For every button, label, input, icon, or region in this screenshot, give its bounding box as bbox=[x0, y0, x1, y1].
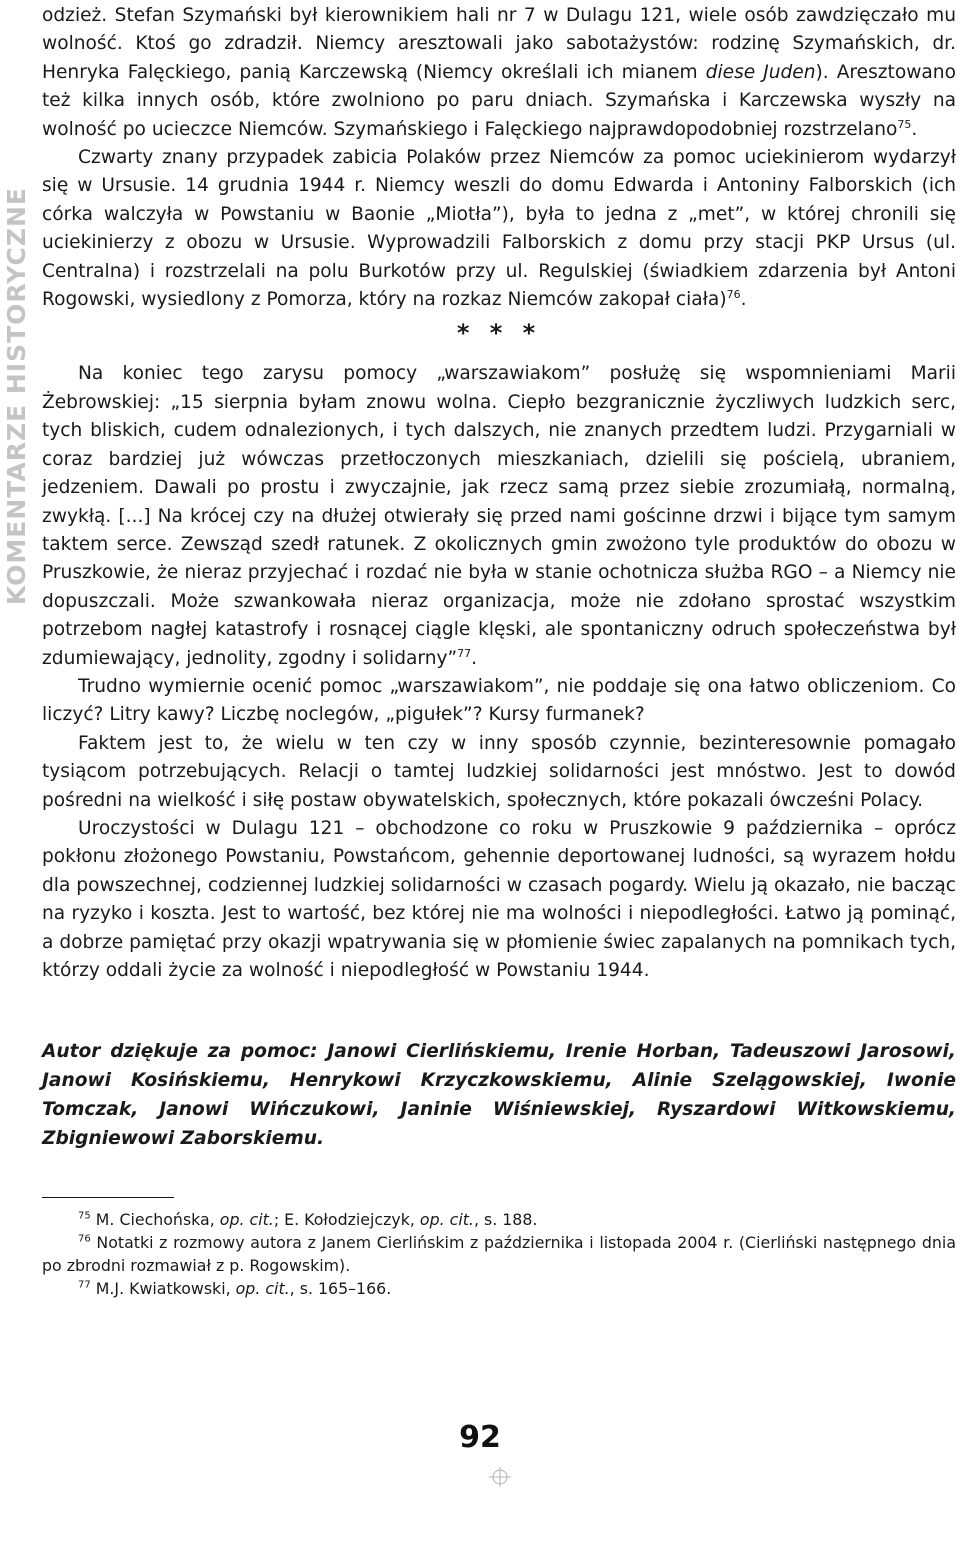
paragraph-1-text-cont: ). Aresztowano też kilka innych osób, które zwolniono po paru dniach. Szymańska i Karczewska wyszły na wolność po ucieczce Niemców. Szymańskiego i Falęckiego najprawdopodobniej rozstrzelano bbox=[42, 61, 956, 140]
paragraph-3-end: . bbox=[471, 647, 478, 669]
paragraph-3 bbox=[42, 360, 956, 672]
section-side-label bbox=[2, 6, 30, 786]
paragraph-4: Trudno wymiernie ocenić pomoc „warszawiakom”, nie poddaje się ona łatwo obliczeniom. Co liczyć? Litry kawy? Liczbę noclegów, „pigułek”? Kursy furmanek? bbox=[42, 675, 956, 726]
footnote-76 bbox=[42, 1231, 956, 1277]
footnote-divider bbox=[42, 1197, 174, 1198]
page-content bbox=[42, 0, 956, 1300]
paragraph-2-text: Czwarty znany przypadek zabicia Polaków przez Niemców za pomoc uciekinierom wydarzył się w Ursusie. 14 grudnia 1944 r. Niemcy weszli do domu Edwarda i Antoniny Falborskich (ich córka walczyła w Powstaniu w Baonie „Miotła”), była to jedna z „met”, w której chronili się uciekinierzy z obozu w Ursusie. Wyprowadzili Falborskich z domu przy stacji PKP Ursus (ul. Centralna) i rozstrzelali na polu Burkotów przy ul. Regulskiej (świadkiem zdarzenia był Antoni Rogowski, wysiedlony z Pomorza, który na rozkaz Niemców zakopał ciała) bbox=[42, 147, 956, 311]
page-number: 92 bbox=[459, 1420, 501, 1455]
paragraph-6: Uroczystości w Dulagu 121 – obchodzone co roku w Pruszkowie 9 października – oprócz pokłonu złożonego Powstaniu, Powstańcom, gehennie deportowanej ludności, są wyrazem hołdu dla powszechnej, codziennej ludzkiej solidarności w czasach pogardy. Wielu ją okazało, nie bacząc na ryzyko i koszta. Jest to wartość, bez której nie ma wolności i niepodległości. Łatwo ją pominąć, a dobrze pamiętać przy okazji wpatrywania się w płomienie świec zapalanych na pomnikach tych, którzy oddali życie za wolność i niepodległość w Powstaniu 1944. bbox=[42, 817, 956, 981]
paragraph-1-italic: diese Juden bbox=[705, 61, 816, 83]
footnote-text: M.J. Kwiatkowski, bbox=[95, 1279, 236, 1299]
paragraph-5: Faktem jest to, że wielu w ten czy w inny sposób czynnie, bezinteresownie pomagało tysiącom potrzebujących. Relacji o tamtej ludzkiej solidarności jest mnóstwo. Jest to dowód pośredni na wielkość i siłę postaw obywatelskich, społecznych, które pokazali ówcześni Polacy. bbox=[42, 732, 956, 811]
footnote-ref-75[interactable]: 75 bbox=[897, 117, 912, 131]
footnote-text: M. Ciechońska, bbox=[95, 1210, 220, 1230]
acknowledgement: Autor dziękuje za pomoc: Janowi Cierlińskiemu, Irenie Horban, Tadeuszowi Jarosowi, Janowi Kosińskiemu, Henrykowi Krzyczkowskiemu, Alinie Szelągowskiej, Iwonie Tomczak, Janowi Wińczukowi, Janinie Wiśniewskiej, Ryszardowi Witkowskiemu, Zbigniewowi Zaborskiemu. bbox=[42, 1041, 956, 1150]
footnote-ref-77[interactable]: 77 bbox=[457, 646, 472, 660]
footnote-number: 76 bbox=[78, 1234, 91, 1246]
footnote-italic: op. cit. bbox=[219, 1210, 274, 1230]
paragraph-1-end: . bbox=[911, 118, 918, 140]
footnote-text: Notatki z rozmowy autora z Janem Cierlińskim z października i listopada 2004 r. (Cierliński następnego dnia po zbrodni rozmawiał z p. Rogowskim). bbox=[42, 1233, 956, 1276]
paragraph-3-text: Na koniec tego zarysu pomocy „warszawiakom” posłużę się wspomnieniami Marii Żebrowskiej: „15 sierpnia byłam znowu wolna. Ciepło bezgranicznie życzliwych ludzkich serc, tych bliskich, cudem odnalezionych, i tych dalszych, nie znanych przedtem ludzi. Przygarniali w coraz bardziej już wówczas przetłoczonych mieszkaniach, dzielili się pościelą, ubraniem, jedzeniem. Dawali po prostu i zwyczajnie, jak rzecz samą przez siebie zrozumiałą, normalną, zwykłą. [...] Na krócej czy na dłużej otwierały się przed nami gościnne drzwi i bijące tym samym taktem serce. Zewsząd szedł ratunek. Z okolicznych gmin zwożono tyle produktów do obozu w Pruszkowie, że nieraz przyjechać i rozdać nie była w stanie ochotnicza służba RGO – a Niemcy nie dopuszczali. Może szwankowała nieraz organizacja, może nie zdołano sprostać wszystkim potrzebom nagłej katastrofy i rosnącej ciągle klęski, ale spontaniczny odruch społeczeństwa był zdumiewający, jednolity, zgodny i solidarny” bbox=[42, 363, 956, 669]
footnote-text: ; E. Kołodziejczyk, bbox=[273, 1210, 420, 1230]
footnote-text: , s. 165–166. bbox=[289, 1279, 392, 1299]
paragraph-2-end: . bbox=[740, 289, 747, 311]
footnote-italic: op. cit. bbox=[235, 1279, 290, 1299]
footnote-number: 77 bbox=[78, 1280, 91, 1292]
footnote-italic: op. cit. bbox=[419, 1210, 474, 1230]
paragraph-2 bbox=[42, 144, 956, 314]
footnote-number: 75 bbox=[78, 1211, 91, 1223]
footnote-ref-76[interactable]: 76 bbox=[726, 287, 741, 301]
section-side-label-text: KOMENTARZE HISTORYCZNE bbox=[1, 186, 31, 606]
registration-mark-icon bbox=[486, 1466, 514, 1488]
footnote-77 bbox=[42, 1277, 956, 1300]
paragraph-1-text: odzież. Stefan Szymański był kierownikiem hali nr 7 w Dulagu 121, wiele osób zawdzięczało mu wolność. Ktoś go zdradził. Niemcy aresztowali jako sabotażystów: rodzinę Szymańskich, dr. Henryka Falęckiego, panią Karczewską (Niemcy określali ich mianem bbox=[42, 5, 956, 83]
section-separator: * * * bbox=[456, 319, 542, 348]
body-text bbox=[42, 2, 956, 985]
footnote-75 bbox=[42, 1208, 956, 1231]
paragraph-1 bbox=[42, 2, 956, 144]
footnote-text: , s. 188. bbox=[473, 1210, 538, 1230]
footnotes bbox=[42, 1208, 956, 1300]
